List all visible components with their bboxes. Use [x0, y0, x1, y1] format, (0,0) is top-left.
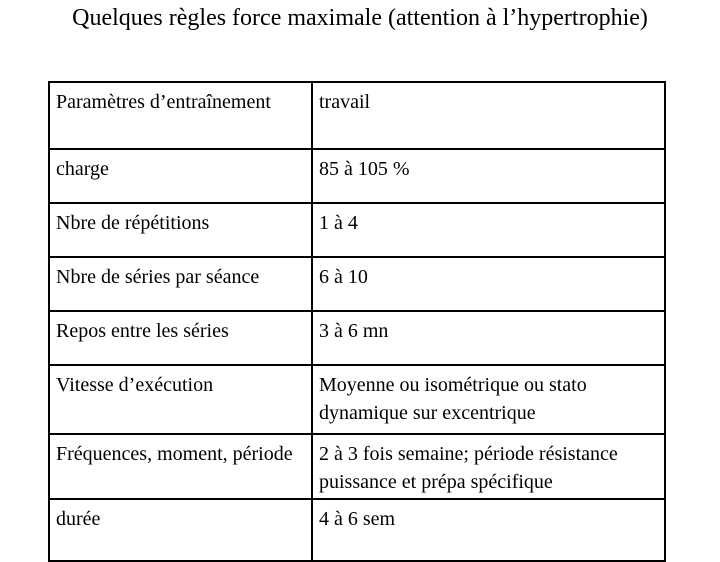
- value-cell: 4 à 6 sem: [312, 499, 665, 561]
- table-row: [49, 149, 665, 203]
- parameter-cell: Repos entre les séries: [49, 311, 312, 365]
- parameter-cell: Vitesse d’exécution: [49, 365, 312, 434]
- value-cell: travail: [312, 82, 665, 149]
- value-cell: 1 à 4: [312, 203, 665, 257]
- table-row: [49, 203, 665, 257]
- table-row: [49, 434, 665, 499]
- value-cell: 85 à 105 %: [312, 149, 665, 203]
- training-rules-table: [48, 81, 666, 562]
- parameter-cell: Paramètres d’entraînement: [49, 82, 312, 149]
- parameter-cell: Nbre de séries par séance: [49, 257, 312, 311]
- table-row: [49, 311, 665, 365]
- value-cell: 2 à 3 fois semaine; période résistance puissance et prépa spécifique: [312, 434, 665, 499]
- parameter-cell: charge: [49, 149, 312, 203]
- value-cell: Moyenne ou isométrique ou stato dynamique sur excentrique: [312, 365, 665, 434]
- table-row: [49, 82, 665, 149]
- value-cell: 6 à 10: [312, 257, 665, 311]
- table-row: [49, 257, 665, 311]
- parameter-cell: durée: [49, 499, 312, 561]
- parameter-cell: Fréquences, moment, période: [49, 434, 312, 499]
- value-cell: 3 à 6 mn: [312, 311, 665, 365]
- parameter-cell: Nbre de répétitions: [49, 203, 312, 257]
- page-title: Quelques règles force maximale (attention à l’hypertrophie): [72, 5, 648, 31]
- table-row: [49, 365, 665, 434]
- table-row: [49, 499, 665, 561]
